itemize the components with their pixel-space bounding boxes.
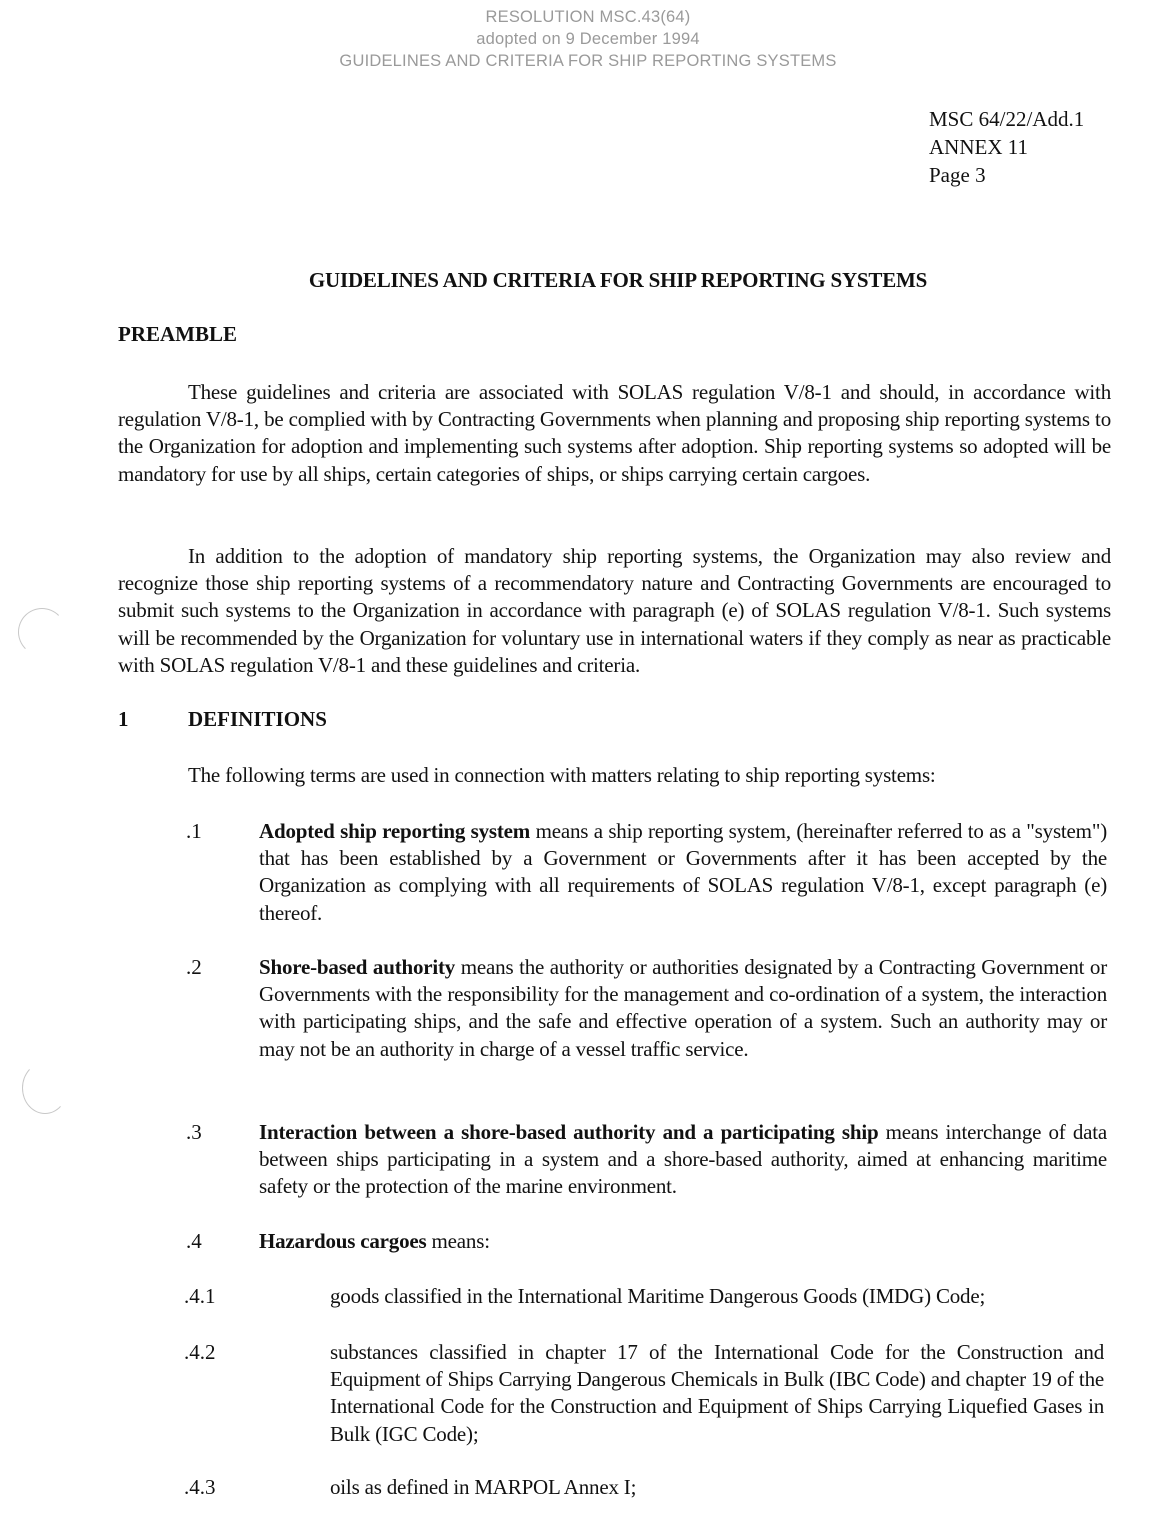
definition-item	[259, 954, 1107, 1063]
subitem-number: .4.3	[184, 1475, 216, 1499]
watermark-subject: GUIDELINES AND CRITERIA FOR SHIP REPORTING SYSTEMS	[339, 52, 837, 70]
definition-number: .4	[186, 1229, 202, 1253]
subitem-text: substances classified in chapter 17 of the International Code for the Construction and Equipment of Ships Carrying Dangerous Chemicals in Bulk (IBC Code) and chapter 19 of the International Code for the Construction and Equipment of Ships Carrying Liquefied Gases in Bulk (IGC Code);	[330, 1340, 1104, 1446]
document-symbol: MSC 64/22/Add.1	[929, 107, 1085, 131]
definitions-intro: The following terms are used in connection with matters relating to ship reporting systems:	[188, 763, 936, 787]
section-heading: DEFINITIONS	[188, 707, 327, 731]
definition-term: Hazardous cargoes	[259, 1229, 427, 1253]
scan-hole-mark	[18, 608, 66, 656]
subitem-text: oils as defined in MARPOL Annex I;	[330, 1475, 637, 1499]
watermark-resolution: RESOLUTION MSC.43(64)	[485, 8, 691, 26]
annex-label: ANNEX 11	[929, 135, 1028, 159]
section-number: 1	[118, 707, 129, 731]
subitem-number: .4.1	[184, 1284, 216, 1308]
preamble-heading: PREAMBLE	[118, 322, 238, 346]
definition-term: Adopted ship reporting system	[259, 819, 531, 843]
subitem-number: .4.2	[184, 1340, 216, 1364]
definition-item	[259, 1119, 1107, 1201]
definition-term: Interaction between a shore-based authority and a participating ship	[259, 1120, 879, 1144]
definition-text: means a ship reporting system, (hereinafter referred to as a "system") that has been established by a Government or Governments after it has been accepted by the Organization as complying with all requirements of SOLAS regulation V/8-1, except paragraph (e) thereof.	[259, 819, 1107, 925]
preamble-paragraph-2: In addition to the adoption of mandatory ship reporting systems, the Organization may also review and recognize those ship reporting systems of a recommendatory nature and Contracting Governments are encouraged to submit such systems to the Organization in accordance with paragraph (e) of SOLAS regulation V/8-1. Such systems will be recommended by the Organization for voluntary use in international waters if they comply as near as practicable with SOLAS regulation V/8-1 and these guidelines and criteria.	[118, 544, 1111, 677]
scan-hole-mark	[22, 1062, 68, 1114]
page-number: Page 3	[929, 163, 986, 187]
definition-text: means interchange of data between ships participating in a system and a shore-based authority, aimed at enhancing maritime safety or the protection of the marine environment.	[259, 1120, 1107, 1199]
definition-item	[259, 818, 1107, 927]
subitem-text: goods classified in the International Maritime Dangerous Goods (IMDG) Code;	[330, 1284, 986, 1308]
watermark-header	[0, 6, 1176, 72]
preamble-paragraph-1: These guidelines and criteria are associated with SOLAS regulation V/8-1 and should, in accordance with regulation V/8-1, be complied with by Contracting Governments when planning and proposing ship reporting systems to the Organization for adoption and implementing such systems after adoption. Ship reporting systems so adopted will be mandatory for use by all ships, certain categories of ships, or ships carrying certain cargoes.	[118, 380, 1111, 486]
definition-text: means the authority or authorities designated by a Contracting Government or Governments with the responsibility for the management and co-ordination of a system, the interaction with participating ships, and the safe and effective operation of a system. Such an authority may or may not be an authority in charge of a vessel traffic service.	[259, 955, 1108, 1061]
definition-term: Shore-based authority	[259, 955, 456, 979]
definition-item	[259, 1228, 1107, 1255]
document-title: GUIDELINES AND CRITERIA FOR SHIP REPORTING SYSTEMS	[308, 268, 928, 292]
definition-number: .3	[186, 1120, 202, 1144]
definition-number: .2	[186, 955, 202, 979]
definition-number: .1	[186, 819, 202, 843]
definition-text: means:	[426, 1229, 490, 1253]
watermark-adopted-date: adopted on 9 December 1994	[476, 30, 700, 48]
document-reference	[929, 105, 1084, 189]
